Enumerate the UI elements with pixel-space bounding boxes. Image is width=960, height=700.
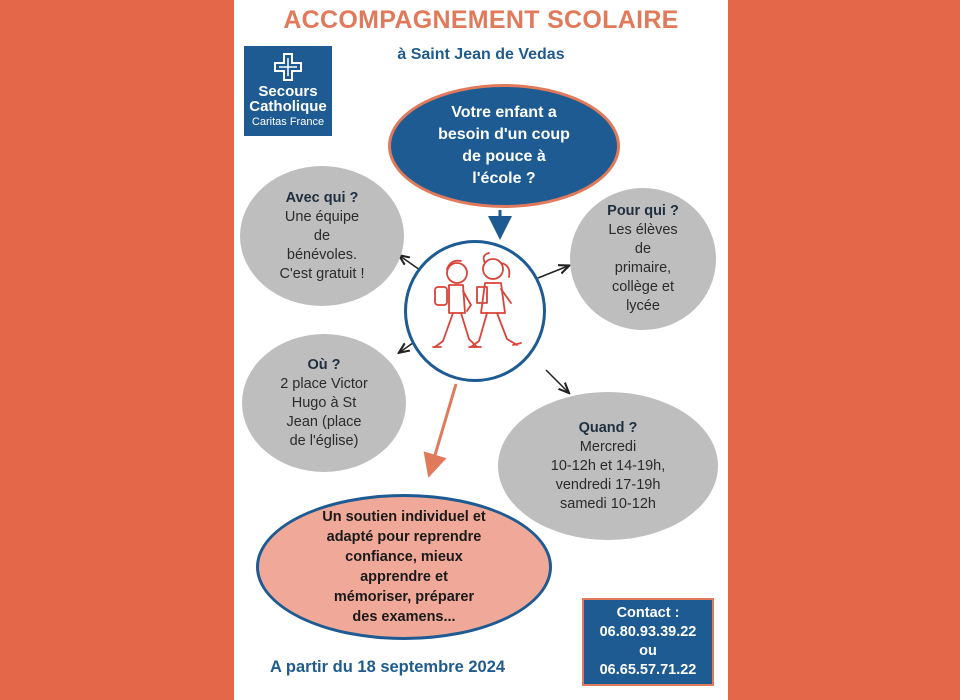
pour-qui-oval [570, 188, 716, 330]
quand-line: Mercredi [579, 438, 637, 455]
pour-qui-line: lycée [626, 298, 660, 314]
poster [234, 0, 728, 700]
soutien-line: des examens... [352, 609, 456, 625]
question-line: l'école ? [472, 170, 536, 187]
logo-line-1: Secours [258, 83, 318, 100]
ou-oval [242, 334, 406, 472]
question-line: de pouce à [462, 148, 546, 165]
avec-qui-line: bénévoles. [286, 246, 358, 263]
contact-label: Contact : [616, 605, 680, 621]
soutien-line: mémoriser, préparer [333, 589, 475, 605]
ou-line: de l'église) [289, 432, 359, 449]
contact-or: ou [639, 643, 657, 659]
pour-qui-heading: Pour qui ? [607, 203, 679, 219]
children-walking-icon [407, 243, 543, 379]
page-title: ACCOMPAGNEMENT SCOLAIRE [283, 6, 679, 34]
question-line: besoin d'un coup [438, 126, 570, 143]
quand-heading: Quand ? [578, 419, 638, 436]
question-line: Votre enfant a [451, 104, 557, 121]
pour-qui-line: de [634, 241, 652, 257]
ou-line: Jean (place [286, 413, 362, 430]
avec-qui-line: de [313, 227, 331, 244]
start-date: A partir du 18 septembre 2024 [270, 658, 506, 676]
logo-line-3: Caritas France [251, 116, 325, 128]
contact-phone-2[interactable]: 06.65.57.71.22 [599, 662, 697, 678]
soutien-line: Un soutien individuel et [322, 509, 486, 525]
soutien-line: adapté pour reprendre [326, 529, 482, 545]
ou-heading: Où ? [307, 356, 341, 373]
ou-line: 2 place Victor [280, 375, 368, 392]
contact-phone-1[interactable]: 06.80.93.39.22 [599, 624, 697, 640]
soutien-oval [256, 494, 552, 640]
pour-qui-line: collège et [611, 279, 675, 295]
arrow-quand [546, 370, 568, 392]
page-subtitle: à Saint Jean de Vedas [397, 46, 565, 63]
soutien-line: apprendre et [360, 569, 448, 585]
quand-line: samedi 10-12h [560, 495, 656, 512]
pour-qui-line: Les élèves [608, 222, 678, 238]
avec-qui-oval [240, 166, 404, 306]
contact-box [582, 598, 714, 686]
arrow-soutien [430, 384, 456, 472]
question-oval [388, 84, 620, 208]
pour-qui-line: primaire, [614, 260, 672, 276]
quand-oval [498, 392, 718, 540]
quand-line: 10-12h et 14-19h, [550, 457, 666, 474]
kids-illustration-circle [404, 240, 546, 382]
soutien-line: confiance, mieux [345, 549, 463, 565]
quand-line: vendredi 17-19h [555, 476, 661, 493]
ou-line: Hugo à St [291, 394, 357, 411]
avec-qui-heading: Avec qui ? [285, 189, 359, 206]
avec-qui-line: C'est gratuit ! [279, 265, 365, 282]
avec-qui-line: Une équipe [284, 208, 360, 225]
logo-line-2: Catholique [249, 98, 327, 115]
